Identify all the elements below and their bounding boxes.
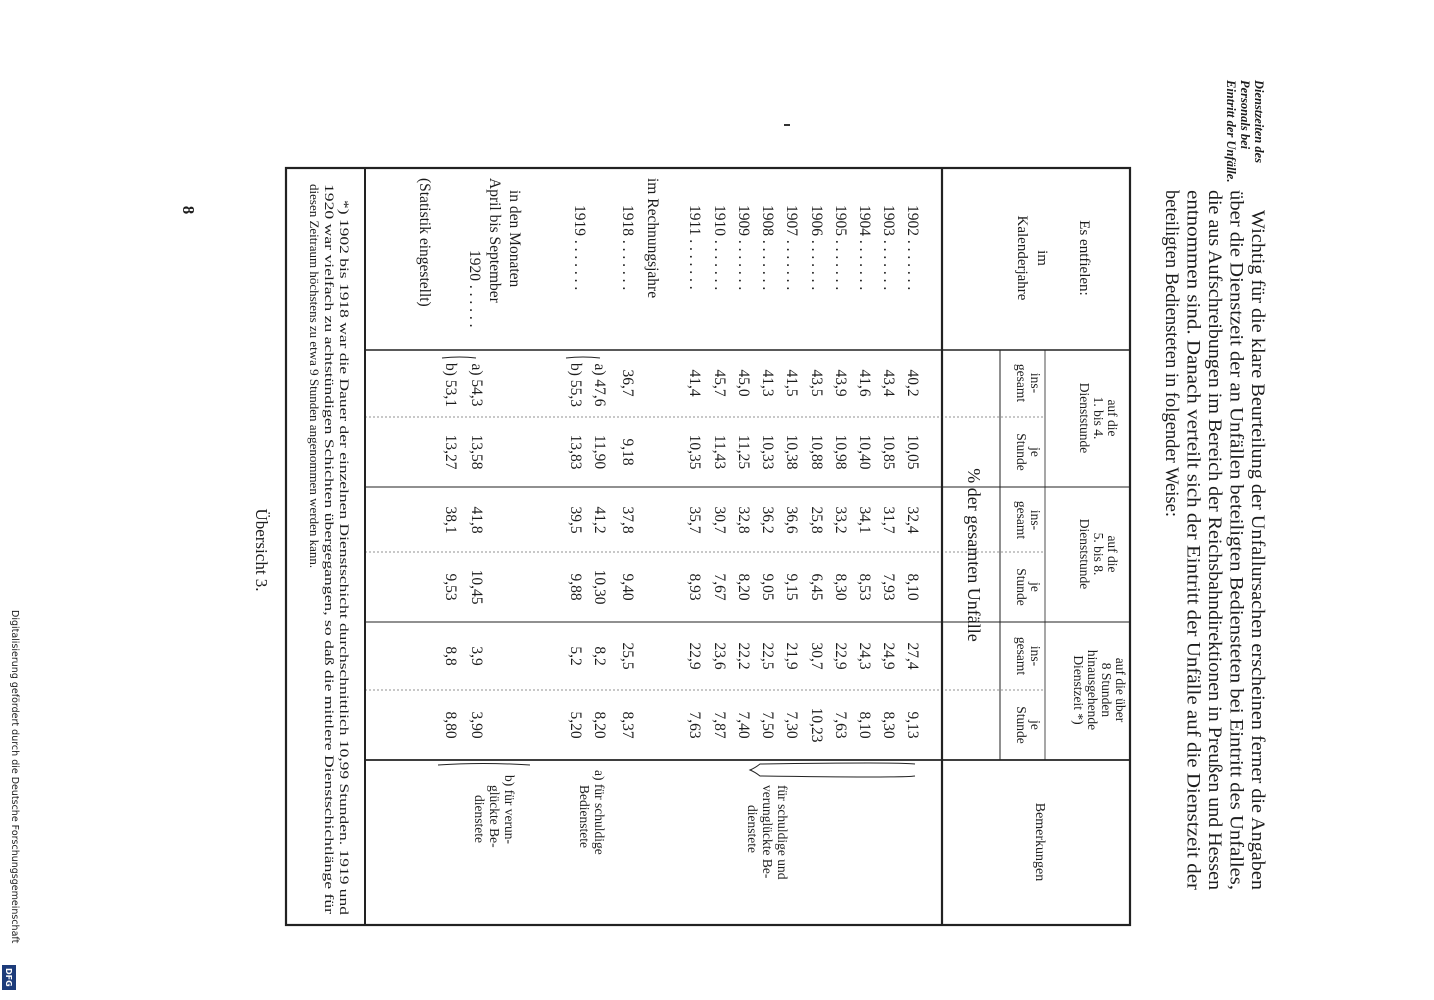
- dfg-logo-text: DFG: [4, 968, 13, 987]
- remark-a-line: Bedienstete: [577, 785, 592, 848]
- margin-note-line: Personals bei: [1238, 80, 1252, 150]
- row-year: 1903 . . . . . . .: [880, 205, 897, 291]
- sub-header-line: gesamt: [1014, 636, 1029, 676]
- row-header: [1014, 216, 1092, 301]
- cell-value: 21,9: [783, 642, 800, 670]
- cell-value: 35,7: [686, 506, 703, 534]
- months-label: in den Monaten: [506, 190, 523, 288]
- cell-value: 11,43: [711, 434, 728, 470]
- cell-value: 13,58: [468, 434, 485, 470]
- cell-value: 7,67: [711, 573, 728, 601]
- cell-value: 22,2: [735, 642, 752, 670]
- caption: Übersicht 3.: [252, 508, 271, 592]
- row-header-line: Es entfielen:: [1076, 220, 1092, 296]
- cell-value: 10,30: [591, 569, 608, 605]
- cell-value: 9,53: [442, 573, 459, 601]
- cell-value: 10,33: [759, 434, 776, 470]
- cell-value: 11,90: [591, 434, 608, 470]
- cell-value: 8,30: [832, 573, 849, 601]
- cell-value: 41,3: [759, 369, 776, 397]
- cell-value: 10,88: [808, 434, 825, 470]
- cell-value: 7,63: [832, 711, 849, 739]
- sub-header-line: je: [1028, 582, 1043, 592]
- sub-header-line: gesamt: [1014, 500, 1029, 540]
- cell-value: 38,1: [442, 506, 459, 534]
- table-row: [783, 205, 800, 739]
- intro-line: die aus Aufschreibungen im Bereich der Reichsbahndirektionen in Preußen und Hessen: [1204, 190, 1224, 838]
- col-group-header-line: auf die: [1105, 535, 1120, 573]
- remarks-header: Bemerkungen: [1032, 802, 1047, 882]
- cell-value: 3,90: [468, 711, 485, 739]
- cell-value: 7,50: [759, 711, 776, 739]
- cell-value: 39,5: [567, 506, 584, 534]
- row-year: 1907 . . . . . . .: [783, 205, 800, 291]
- col-group-header-line: Dienststunde: [1077, 518, 1092, 590]
- footnote: [307, 184, 352, 916]
- cell-value: 37,8: [619, 506, 636, 534]
- cell-value: 23,6: [711, 642, 728, 670]
- cell-value: 7,87: [711, 711, 728, 739]
- intro-line: entnommen sind. Danach verteilt sich der Eintritt der Unfälle auf die Dienstzeit der: [1182, 190, 1203, 807]
- col-group-header: [1077, 519, 1120, 590]
- cell-value: 24,9: [880, 642, 897, 670]
- table-frame: [286, 168, 1130, 925]
- cell-value: 32,4: [904, 506, 921, 534]
- cell-value: 7,63: [686, 711, 703, 739]
- credit-text: Digitalisierung gefördert durch die Deutsche Forschungsgemeinschaft: [9, 610, 20, 944]
- cell-value: 41,6: [856, 369, 873, 397]
- cell-value: 25,5: [619, 642, 636, 670]
- cell-value: 8,30: [880, 711, 897, 739]
- sub-header-ins: [1014, 364, 1043, 402]
- cell-value: b) 53,1: [442, 363, 459, 407]
- sub-header-line: Stunde: [1014, 568, 1029, 606]
- table-row: [686, 205, 703, 739]
- cell-value: 8,10: [856, 711, 873, 739]
- cell-value: 43,9: [832, 369, 849, 397]
- cell-value: 25,8: [808, 506, 825, 534]
- sub-header-line: Stunde: [1014, 433, 1029, 471]
- sub-header-line: je: [1028, 720, 1043, 730]
- margin-note-line: Eintritt der Unfälle.: [1224, 80, 1238, 183]
- intro-line: beteiligten Bediensteten in folgender Weise:: [1161, 190, 1181, 517]
- cell-value: 6,45: [808, 573, 825, 601]
- table-row-1920: [442, 250, 485, 739]
- cell-value: 8,93: [686, 573, 703, 601]
- credit: [2, 610, 20, 990]
- cell-value: 10,23: [808, 707, 825, 743]
- sub-header-line: ins-: [1028, 372, 1043, 394]
- table-row-1919: [566, 205, 608, 739]
- remark-line: für schuldige und: [775, 785, 790, 880]
- table-row: [711, 205, 728, 739]
- cell-value: 7,93: [880, 573, 897, 601]
- cell-value: 41,4: [686, 369, 703, 397]
- cell-value: 31,7: [880, 506, 897, 534]
- sub-header-line: ins-: [1028, 509, 1043, 531]
- cell-value: 30,7: [808, 642, 825, 670]
- cell-value: 43,4: [880, 369, 897, 397]
- sub-header-je: [1014, 433, 1043, 471]
- cell-value: 13,83: [567, 434, 584, 470]
- cell-value: 13,27: [442, 434, 459, 470]
- row-year: 1910 . . . . . . .: [711, 205, 728, 291]
- row-year: 1909 . . . . . . .: [735, 205, 752, 291]
- intro-line: Wichtig für die klare Beurteilung der Unfallursachen erscheinen ferner die Angaben: [1247, 210, 1267, 832]
- remark-b-line: dienstete: [472, 795, 487, 843]
- cell-value: 22,9: [686, 642, 703, 670]
- col-group-header-line: 8 Stunden: [1099, 662, 1114, 718]
- cell-value: 8,20: [591, 711, 608, 739]
- row-year: 1920 . . . . . .: [466, 250, 483, 328]
- col-group-header-line: 5. bis 8.: [1091, 532, 1106, 576]
- col-group-header-line: auf die über: [1113, 657, 1128, 723]
- cell-value: 9,88: [567, 573, 584, 601]
- row-year: 1908 . . . . . . .: [759, 205, 776, 291]
- table-row: [904, 205, 921, 739]
- table-row: [832, 205, 849, 739]
- col-group-header-line: Dienststunde: [1077, 382, 1092, 454]
- cell-value: 22,9: [832, 642, 849, 670]
- sub-header-line: je: [1028, 447, 1043, 457]
- sub-header-je: [1014, 568, 1043, 606]
- cell-value: 41,5: [783, 369, 800, 397]
- months-label: April bis September: [486, 178, 503, 303]
- cell-value: a) 47,6: [591, 363, 608, 407]
- col-group-header-line: Dienstzeit *): [1071, 655, 1086, 725]
- statistik-label: (Statistik eingestellt): [416, 178, 433, 307]
- cell-value: 9,13: [904, 711, 921, 739]
- cell-value: 9,15: [783, 573, 800, 601]
- cell-value: 10,40: [856, 434, 873, 470]
- row-year: 1919 . . . . . . .: [571, 205, 588, 291]
- table-row: [808, 205, 825, 743]
- cell-value: 45,0: [735, 369, 752, 397]
- remark-a: a) für schuldige: [592, 770, 607, 855]
- footnote-line: 1920 war vielfach zu achtstündigen Schichten übergegangen, so daß die mittlere Dienstschichtlänge für: [322, 184, 337, 723]
- row-year: 1905 . . . . . . .: [832, 205, 849, 291]
- cell-value: 32,8: [735, 506, 752, 534]
- cell-value: 3,9: [468, 646, 485, 666]
- cell-value: 10,05: [904, 434, 921, 470]
- row-year: 1902 . . . . . . .: [904, 205, 921, 291]
- row-year: 1906 . . . . . . .: [808, 205, 825, 291]
- brace: [438, 764, 530, 766]
- table-row: [735, 205, 752, 739]
- cell-value: 36,2: [759, 506, 776, 534]
- cell-value: 9,05: [759, 573, 776, 601]
- margin-note-line: Dienstzeiten des: [1252, 80, 1266, 163]
- cell-value: 8,37: [619, 711, 636, 739]
- sub-header-ins: [1014, 501, 1043, 539]
- intro-paragraph: [1161, 190, 1267, 890]
- cell-value: 41,2: [591, 506, 608, 534]
- row-year: 1918 . . . . . . .: [619, 205, 636, 291]
- row-year: 1911 . . . . . . .: [686, 205, 703, 290]
- row-header-line: im: [1034, 250, 1050, 266]
- cell-value: 24,3: [856, 642, 873, 670]
- remark-b: b) für verun-: [502, 775, 517, 844]
- remark-line: verunglückte Be-: [760, 785, 775, 879]
- cell-value: 10,38: [783, 434, 800, 470]
- rechnungsjahre-label: im Rechnungsjahre: [644, 178, 661, 299]
- cell-value: 8,53: [856, 573, 873, 601]
- cell-value: 8,80: [442, 711, 459, 739]
- cell-value: 41,8: [468, 506, 485, 534]
- brace: [442, 357, 476, 358]
- footnote-line: *) 1902 bis 1918 war die Dauer der einzelnen Dienstschicht durchschnittlich 10,99 Stunden. 1919 und: [337, 200, 352, 733]
- table-row: [759, 205, 776, 739]
- row-year: 1904 . . . . . . .: [856, 205, 873, 291]
- cell-value: 43,5: [808, 369, 825, 397]
- cell-value: 9,18: [619, 438, 636, 466]
- cell-value: 8,20: [735, 573, 752, 601]
- remark-b-line: glückte Be-: [487, 785, 502, 848]
- brace: [750, 763, 915, 777]
- sub-header-line: gesamt: [1014, 363, 1029, 403]
- cell-value: 40,2: [904, 369, 921, 397]
- table-row: [880, 205, 897, 739]
- cell-value: 7,30: [783, 711, 800, 739]
- cell-value: a) 54,3: [468, 363, 485, 407]
- row-header-line: Kalenderjahre: [1014, 215, 1030, 301]
- sub-header-ins: [1014, 637, 1043, 675]
- cell-value: 34,1: [856, 506, 873, 534]
- col-group-header-line: hinausgehende: [1085, 649, 1100, 731]
- col-group-header-line: auf die: [1105, 399, 1120, 437]
- cell-value: 11,25: [735, 434, 752, 470]
- cell-value: 7,40: [735, 711, 752, 739]
- cell-value: 22,5: [759, 642, 776, 670]
- cell-value: 30,7: [711, 506, 728, 534]
- intro-line: über die Dienstzeit der an Unfällen beteiligten Bediensteten bei Eintritt des Unfalles,: [1225, 190, 1246, 818]
- cell-value: 10,45: [468, 569, 485, 605]
- margin-note: [1224, 79, 1266, 182]
- cell-value: 36,7: [619, 369, 636, 397]
- brace: [566, 357, 600, 358]
- scan-speck: [784, 124, 790, 126]
- cell-value: 10,98: [832, 434, 849, 470]
- cell-value: 8,2: [591, 646, 608, 666]
- table-row: [856, 205, 873, 739]
- cell-value: 8,8: [442, 646, 459, 666]
- footnote-line: diesen Zeitraum höchstens zu etwa 9 Stunden angenommen werden kann.: [307, 184, 322, 569]
- page-number: 8: [179, 205, 198, 215]
- cell-value: 27,4: [904, 642, 921, 670]
- col-group-header: [1071, 650, 1128, 730]
- remark-line: dienstete: [745, 805, 760, 853]
- group-header: % der gesamten Unfälle: [964, 468, 984, 642]
- cell-value: 36,6: [783, 506, 800, 534]
- cell-value: 9,40: [619, 573, 636, 601]
- cell-value: 8,10: [904, 573, 921, 601]
- cell-value: 5,2: [567, 646, 584, 666]
- cell-value: 45,7: [711, 369, 728, 397]
- table-row: [619, 205, 636, 739]
- cell-value: 5,20: [567, 711, 584, 739]
- col-group-header: [1077, 383, 1120, 454]
- cell-value: 10,35: [686, 434, 703, 470]
- cell-value: 10,85: [880, 434, 897, 470]
- sub-header-line: ins-: [1028, 645, 1043, 667]
- col-group-header-line: 1. bis 4.: [1091, 396, 1106, 440]
- sub-header-je: [1014, 706, 1043, 744]
- cell-value: 33,2: [832, 506, 849, 534]
- cell-value: b) 55,3: [567, 363, 584, 407]
- sub-header-line: Stunde: [1014, 706, 1029, 744]
